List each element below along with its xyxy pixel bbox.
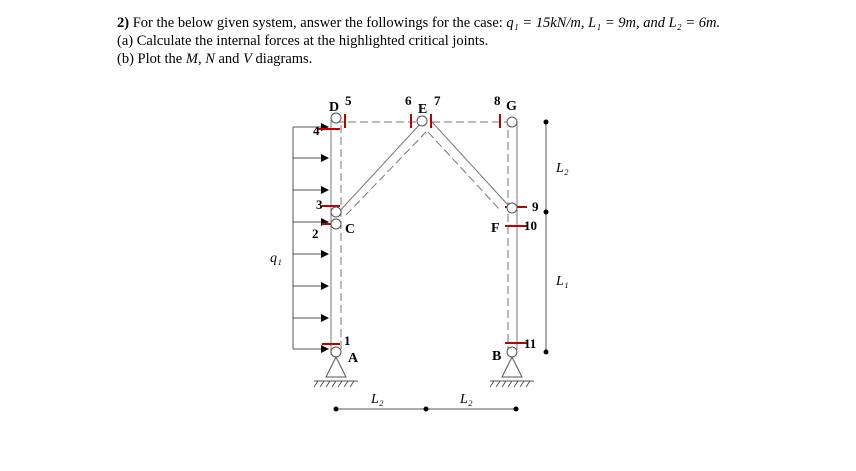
section-9: 9: [532, 199, 539, 214]
hinge-c1: [331, 207, 341, 217]
dimension-lines: [334, 120, 569, 412]
hinge-e: [417, 116, 427, 126]
hinge-a: [331, 347, 341, 357]
joint-a-label: A: [348, 351, 359, 366]
hinge-g: [507, 117, 517, 127]
hinge-f: [507, 203, 517, 213]
section-6: 6: [405, 93, 412, 108]
section-2: 2: [312, 226, 319, 241]
part-b-prefix: (b) Plot the: [117, 51, 183, 67]
part-b-and: and: [218, 51, 240, 67]
section-7: 7: [434, 93, 441, 108]
load-label: q₁: [270, 251, 282, 266]
hinge-b: [507, 347, 517, 357]
dim-top-l2: L₂: [556, 161, 569, 176]
joint-g-label: G: [506, 99, 517, 114]
distributed-load: [270, 127, 328, 349]
section-5: 5: [345, 93, 352, 108]
frame-members: [331, 120, 517, 355]
joint-b-label: B: [492, 349, 502, 364]
part-b-suffix: diagrams.: [255, 51, 313, 67]
section-10: 10: [524, 218, 537, 233]
part-b-var-v: V: [243, 51, 252, 67]
dim-left-l2: L₂: [371, 392, 384, 407]
joint-e-label: E: [418, 102, 428, 117]
section-4: 4: [313, 123, 320, 138]
hinge-c2: [331, 219, 341, 229]
hinges: [331, 113, 517, 357]
joint-c-label: C: [345, 222, 356, 237]
question-intro: For the below given system, answer the followings for the case:: [132, 15, 503, 31]
question-number: 2): [117, 15, 130, 31]
joint-d-label: D: [329, 100, 340, 115]
joint-labels: [329, 99, 517, 366]
section-8: 8: [494, 93, 501, 108]
case-values: q₁ = 15kN/m, L₁ = 9m, and L₂ = 6m.: [506, 15, 721, 31]
dim-right-l2: L₂: [460, 392, 473, 407]
section-3: 3: [316, 197, 323, 212]
part-a: (a) Calculate the internal forces at the highlighted critical joints.: [117, 33, 489, 49]
section-1: 1: [344, 333, 351, 348]
part-b-vars: M, N: [185, 51, 215, 67]
section-11: 11: [524, 336, 537, 351]
joint-f-label: F: [491, 221, 500, 236]
dim-bottom-l1: L₁: [556, 274, 569, 289]
